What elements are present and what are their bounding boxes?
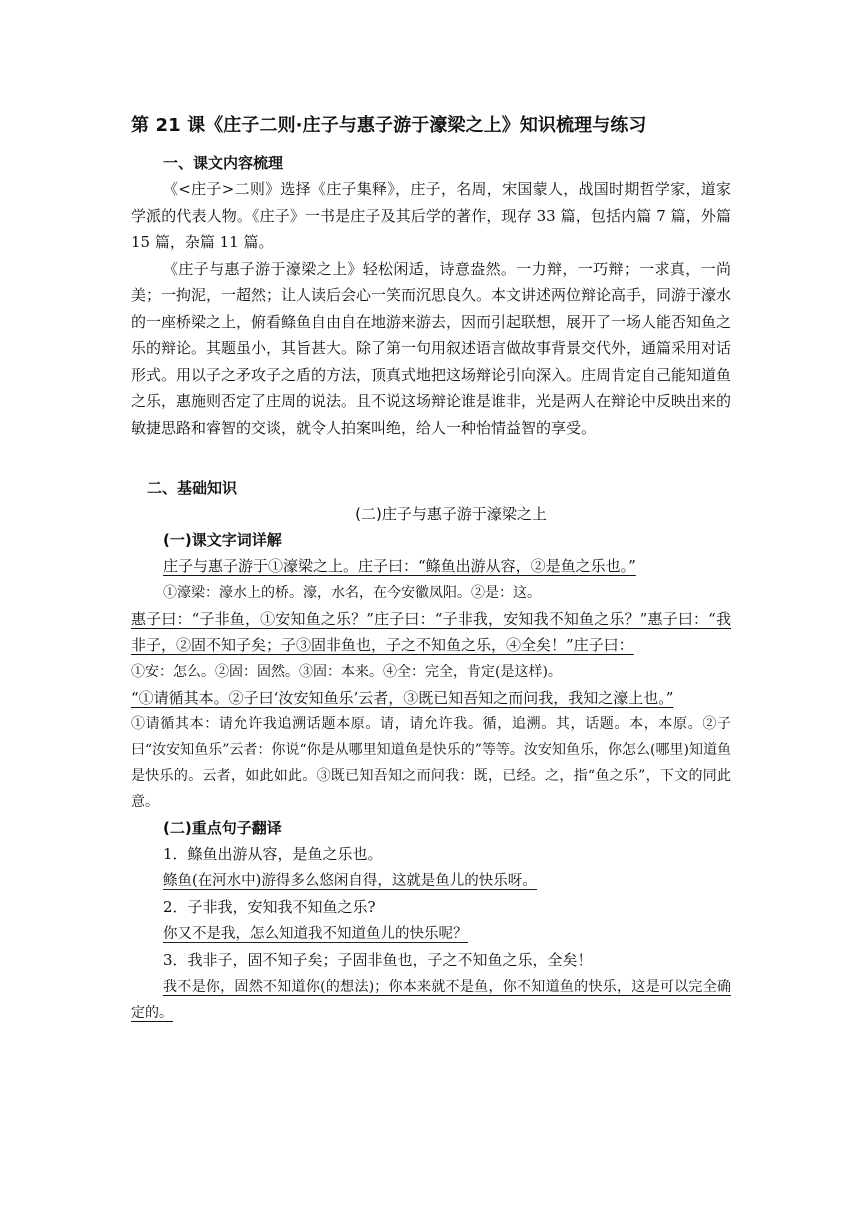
section-heading-basics: 二、基础知识 bbox=[147, 479, 238, 497]
question-3: 3．我非子，固不知子矣；子固非鱼也，子之不知鱼之乐，全矣！ bbox=[163, 951, 593, 969]
answer-3: 我不是你，固然不知道你(的想法)；你本来就不是鱼，你不知道鱼的快乐，这是可以完全确定的。 bbox=[131, 978, 731, 1021]
source-text-1: 庄子与惠子游于①濠梁之上。庄子曰：“鲦鱼出游从容，②是鱼之乐也。” bbox=[163, 557, 636, 575]
paragraph-analysis: 《庄子与惠子游于濠梁之上》轻松闲适，诗意盎然。一力辩，一巧辩；一求真，一尚美；一拘泥，一超然；让人读后会心一笑而沉思良久。本文讲述两位辩论高手，同游于濠水的一座桥梁之上，俯看鲦鱼自由自在地游来游去，因而引起联想，展开了一场人能否知鱼之乐的辩论。其题虽小，其旨甚大。除了第一句用叙述语言做故事背景交代外，通篇采用对话形式。用以子之矛攻子之盾的方法，顶真式地把这场辩论引向深入。庄周肯定自己能知道鱼之乐，惠施则否定了庄周的说法。且不说这场辩论谁是谁非，光是两人在辩论中反映出来的敏捷思路和睿智的交谈，就令人拍案叫绝，给人一种怡情益智的享受。 bbox=[131, 259, 732, 437]
part-heading-translation: (二)重点句子翻译 bbox=[163, 819, 282, 837]
page-title: 第 21 课《庄子二则·庄子与惠子游于濠梁之上》知识梳理与练习 bbox=[131, 115, 647, 136]
question-2: 2．子非我，安知我不知鱼之乐? bbox=[163, 898, 376, 916]
lesson-subtitle: (二)庄子与惠子游于濠梁之上 bbox=[355, 505, 547, 523]
part-heading-vocabulary: (一)课文字词详解 bbox=[163, 531, 282, 549]
answer-1: 鲦鱼(在河水中)游得多么悠闲自得，这就是鱼儿的快乐呀。 bbox=[163, 872, 537, 889]
note-2: ①安：怎么。②固：固然。③固：本来。④全：完全，肯定(是这样)。 bbox=[131, 663, 562, 680]
note-1: ①濠梁：濠水上的桥。濠，水名，在今安徽凤阳。②是：这。 bbox=[163, 584, 541, 601]
note-3: ①请循其本：请允许我追溯话题本原。请，请允许我。循，追溯。其，话题。本，本原。②子曰“汝安知鱼乐”云者：你说“你是从哪里知道鱼是快乐的”等等。汝安知鱼乐，你怎么(哪里)知道鱼是快乐的。云者，如此如此。③既已知吾知之而问我：既，已经。之，指“鱼之乐”，下文的同此意。 bbox=[131, 716, 731, 810]
question-1: 1．鲦鱼出游从容，是鱼之乐也。 bbox=[163, 845, 383, 863]
source-text-2: 惠子曰：“子非鱼，①安知鱼之乐？”庄子曰：“子非我，安知我不知鱼之乐？”惠子曰：“我非子，②固不知子矣；子③固非鱼也，子之不知鱼之乐，④全矣！”庄子曰： bbox=[131, 609, 731, 654]
source-text-3: “①请循其本。②子曰‘汝安知鱼乐’云者，③既已知吾知之而问我，我知之濠上也。” bbox=[131, 688, 674, 707]
answer-2: 你又不是我，怎么知道我不知道鱼儿的快乐呢？ bbox=[163, 925, 468, 942]
paragraph-intro: 《<庄子>二则》选择《庄子集释》，庄子，名周，宋国蒙人，战国时期哲学家，道家学派的代表人物。《庄子》一书是庄子及其后学的著作，现存 33 篇，包括内篇 7 篇，外篇 15 篇，杂篇 11 篇。 bbox=[131, 180, 731, 251]
section-heading-content: 一、课文内容梳理 bbox=[163, 154, 284, 172]
document-page bbox=[131, 112, 731, 1026]
